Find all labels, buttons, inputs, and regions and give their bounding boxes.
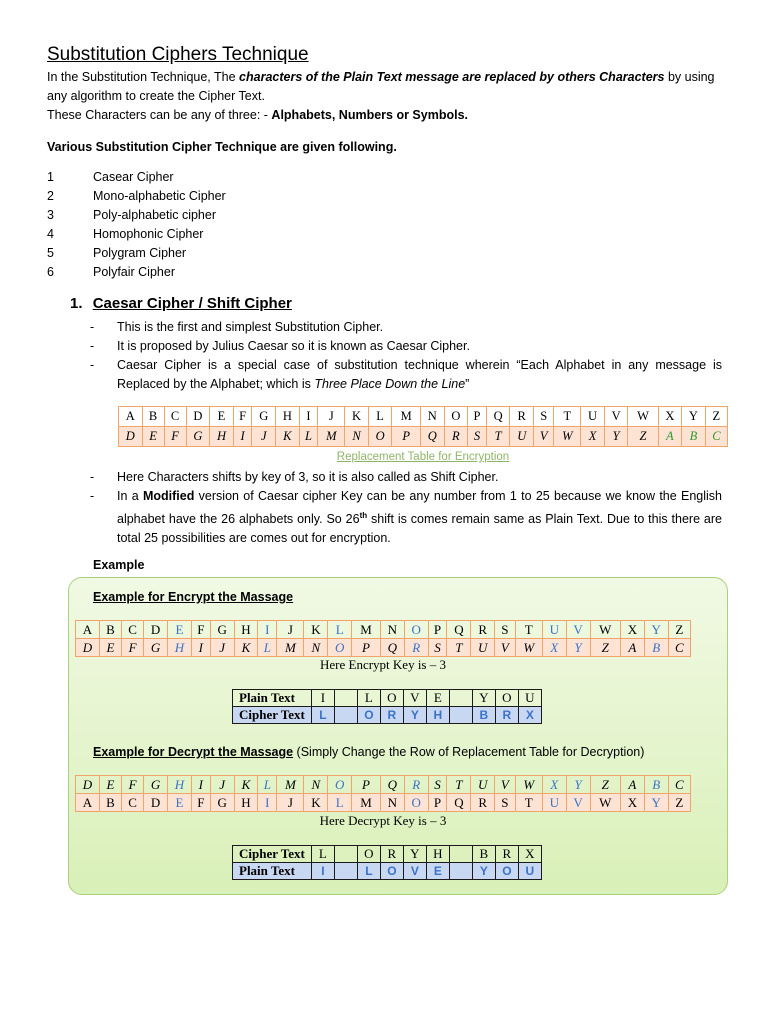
- technique-number: 6: [47, 265, 54, 279]
- letter-cell: H: [426, 846, 449, 863]
- letter-cell: N: [420, 407, 444, 427]
- letter-cell: V: [534, 427, 554, 447]
- letter-cell: R: [495, 846, 518, 863]
- letter-cell: I: [258, 621, 277, 639]
- letter-cell: A: [620, 776, 644, 794]
- letter-cell: O: [328, 639, 352, 657]
- decrypt-key: Here Decrypt Key is – 3: [319, 813, 447, 828]
- letter-cell: W: [590, 621, 620, 639]
- letter-cell: S: [428, 639, 447, 657]
- letter-cell: O: [404, 621, 428, 639]
- letter-cell: D: [76, 776, 100, 794]
- letter-cell: M: [352, 794, 381, 812]
- intro-line-2: any algorithm to create the Cipher Text.: [47, 89, 265, 103]
- letter-cell: F: [233, 407, 252, 427]
- letter-cell: I: [191, 639, 210, 657]
- encrypt-title: [93, 590, 293, 604]
- row-label: Plain Text: [233, 690, 312, 707]
- letter-cell: V: [566, 621, 590, 639]
- letter-cell: U: [510, 427, 534, 447]
- letter-cell: H: [426, 707, 449, 724]
- letter-cell: H: [234, 794, 258, 812]
- letter-cell: E: [142, 427, 164, 447]
- letter-cell: L: [311, 707, 334, 724]
- letter-cell: Y: [403, 846, 426, 863]
- intro-text: These Characters can be any of three: -: [47, 108, 272, 122]
- decrypt-title-text: Example for Decrypt the Massage: [93, 745, 294, 759]
- letter-cell: Y: [644, 794, 668, 812]
- letter-cell: J: [318, 407, 345, 427]
- letter-cell: P: [392, 427, 421, 447]
- bullet-text-part: In a: [117, 489, 143, 503]
- letter-cell: M: [352, 621, 381, 639]
- letter-cell: N: [345, 427, 369, 447]
- row-label: Cipher Text: [233, 707, 312, 724]
- section-number: 1.: [70, 295, 83, 312]
- letter-cell: R: [404, 776, 428, 794]
- letter-cell: C: [705, 427, 727, 447]
- letter-cell: D: [144, 621, 168, 639]
- technique-number: 5: [47, 246, 54, 260]
- section-heading: [70, 295, 292, 312]
- intro-text: In the Substitution Technique, The: [47, 70, 240, 84]
- letter-cell: P: [468, 407, 487, 427]
- encrypt-example-table: [232, 689, 542, 724]
- letter-cell: W: [554, 427, 581, 447]
- replacement-table: [118, 406, 728, 447]
- letter-cell: E: [99, 639, 121, 657]
- letter-cell: C: [164, 407, 186, 427]
- letter-cell: O: [357, 707, 380, 724]
- superscript: th: [359, 511, 368, 520]
- letter-cell: E: [168, 794, 192, 812]
- letter-cell: L: [311, 846, 334, 863]
- intro-line-4: Various Substitution Cipher Technique are given following.: [47, 140, 397, 154]
- letter-cell: U: [518, 863, 541, 880]
- letter-cell: W: [515, 776, 542, 794]
- letter-cell: [449, 690, 472, 707]
- letter-cell: M: [277, 639, 304, 657]
- letter-cell: W: [628, 407, 658, 427]
- letter-cell: [449, 863, 472, 880]
- letter-cell: Q: [420, 427, 444, 447]
- letter-cell: I: [311, 690, 334, 707]
- letter-cell: T: [515, 621, 542, 639]
- bullet-text-part: ”: [465, 377, 470, 391]
- letter-cell: L: [328, 794, 352, 812]
- intro-types: Alphabets, Numbers or Symbols.: [271, 108, 468, 122]
- letter-cell: N: [380, 794, 404, 812]
- letter-cell: N: [304, 776, 328, 794]
- technique-name: Poly-alphabetic cipher: [93, 208, 216, 222]
- letter-cell: K: [234, 639, 258, 657]
- letter-cell: P: [428, 794, 447, 812]
- letter-cell: I: [233, 427, 252, 447]
- letter-cell: O: [357, 846, 380, 863]
- bullet-dash: -: [90, 320, 95, 334]
- bullet-text: [117, 356, 722, 394]
- letter-cell: Y: [682, 407, 706, 427]
- letter-cell: Z: [590, 776, 620, 794]
- technique-name: Casear Cipher: [93, 170, 174, 184]
- letter-cell: O: [328, 776, 352, 794]
- letter-cell: X: [620, 794, 644, 812]
- letter-cell: Z: [668, 794, 690, 812]
- letter-cell: O: [495, 863, 518, 880]
- letter-cell: [334, 846, 357, 863]
- intro-line-1: [47, 68, 727, 87]
- letter-cell: X: [542, 639, 566, 657]
- letter-cell: K: [304, 621, 328, 639]
- letter-cell: Q: [486, 407, 510, 427]
- letter-cell: L: [328, 621, 352, 639]
- encrypt-key: Here Encrypt Key is – 3: [320, 657, 446, 672]
- letter-cell: V: [566, 794, 590, 812]
- letter-cell: X: [620, 621, 644, 639]
- bullet-text: This is the first and simplest Substitution Cipher.: [117, 320, 384, 334]
- letter-cell: D: [76, 639, 100, 657]
- letter-cell: O: [380, 690, 403, 707]
- letter-cell: V: [403, 863, 426, 880]
- letter-cell: O: [444, 407, 468, 427]
- technique-number: 3: [47, 208, 54, 222]
- letter-cell: K: [304, 794, 328, 812]
- letter-cell: [449, 846, 472, 863]
- letter-cell: T: [447, 776, 471, 794]
- letter-cell: U: [471, 776, 495, 794]
- bullet-dash: -: [90, 358, 95, 372]
- letter-cell: Q: [380, 639, 404, 657]
- letter-cell: A: [76, 794, 100, 812]
- row-label: Plain Text: [233, 863, 312, 880]
- intro-text-end: by using: [664, 70, 715, 84]
- letter-cell: L: [258, 776, 277, 794]
- letter-cell: Y: [644, 621, 668, 639]
- letter-cell: O: [380, 863, 403, 880]
- letter-cell: Z: [705, 407, 727, 427]
- letter-cell: A: [620, 639, 644, 657]
- technique-name: Polygram Cipher: [93, 246, 187, 260]
- bullet-dash: -: [90, 489, 95, 503]
- letter-cell: A: [658, 427, 682, 447]
- letter-cell: R: [510, 407, 534, 427]
- letter-cell: Z: [590, 639, 620, 657]
- letter-cell: G: [210, 621, 234, 639]
- letter-cell: F: [122, 639, 144, 657]
- letter-cell: E: [168, 621, 192, 639]
- letter-cell: P: [352, 776, 381, 794]
- letter-cell: Y: [566, 776, 590, 794]
- letter-cell: Y: [566, 639, 590, 657]
- page-title: Substitution Ciphers Technique: [47, 44, 309, 65]
- letter-cell: L: [368, 407, 392, 427]
- letter-cell: Z: [628, 427, 658, 447]
- letter-cell: Y: [472, 863, 495, 880]
- encrypt-table: [75, 620, 691, 657]
- letter-cell: M: [318, 427, 345, 447]
- letter-cell: Q: [447, 794, 471, 812]
- letter-cell: [334, 707, 357, 724]
- letter-cell: G: [144, 639, 168, 657]
- decrypt-example-table: [232, 845, 542, 880]
- letter-cell: D: [119, 427, 143, 447]
- letter-cell: V: [495, 639, 516, 657]
- letter-cell: A: [76, 621, 100, 639]
- letter-cell: S: [468, 427, 487, 447]
- letter-cell: I: [191, 776, 210, 794]
- letter-cell: [334, 690, 357, 707]
- letter-cell: B: [644, 639, 668, 657]
- letter-cell: R: [471, 794, 495, 812]
- letter-cell: R: [380, 846, 403, 863]
- letter-cell: Y: [472, 690, 495, 707]
- letter-cell: B: [644, 776, 668, 794]
- letter-cell: Z: [668, 621, 690, 639]
- letter-cell: N: [380, 621, 404, 639]
- letter-cell: I: [299, 407, 318, 427]
- letter-cell: B: [472, 707, 495, 724]
- letter-cell: V: [604, 407, 628, 427]
- letter-cell: C: [668, 639, 690, 657]
- letter-cell: X: [581, 427, 605, 447]
- letter-cell: V: [403, 690, 426, 707]
- letter-cell: R: [495, 707, 518, 724]
- letter-cell: S: [534, 407, 554, 427]
- letter-cell: B: [99, 621, 121, 639]
- letter-cell: I: [258, 794, 277, 812]
- letter-cell: P: [352, 639, 381, 657]
- replacement-table-caption: Replacement Table for Encryption: [336, 451, 510, 463]
- letter-cell: U: [542, 621, 566, 639]
- letter-cell: E: [426, 690, 449, 707]
- intro-line-3: [47, 106, 468, 125]
- letter-cell: K: [234, 776, 258, 794]
- decrypt-title: [93, 745, 644, 759]
- letter-cell: B: [682, 427, 706, 447]
- letter-cell: E: [210, 407, 234, 427]
- bullet-text-part: version of Caesar cipher Key can be any number from 1 to 25 because we know the English alphabet have the 26 alphabets only. So 26: [117, 489, 723, 527]
- letter-cell: H: [234, 621, 258, 639]
- letter-cell: E: [99, 776, 121, 794]
- letter-cell: S: [495, 621, 516, 639]
- letter-cell: A: [119, 407, 143, 427]
- letter-cell: X: [518, 846, 541, 863]
- bullet-text: It is proposed by Julius Caesar so it is known as Caesar Cipher.: [117, 339, 470, 353]
- letter-cell: L: [299, 427, 318, 447]
- letter-cell: V: [495, 776, 516, 794]
- intro-emphasis: characters of the Plain Text message are replaced by others Characters: [239, 70, 665, 84]
- letter-cell: F: [191, 621, 210, 639]
- technique-name: Homophonic Cipher: [93, 227, 204, 241]
- letter-cell: E: [426, 863, 449, 880]
- letter-cell: H: [276, 407, 300, 427]
- letter-cell: M: [277, 776, 304, 794]
- bullet-text-part: shift is comes remain same as Plain Text. Due to this there are total 25 possibilities are comes out for encryption.: [117, 512, 722, 546]
- technique-name: Polyfair Cipher: [93, 265, 175, 279]
- letter-cell: J: [277, 621, 304, 639]
- bullet-emphasis: Modified: [142, 489, 195, 503]
- letter-cell: Q: [380, 776, 404, 794]
- letter-cell: M: [392, 407, 421, 427]
- letter-cell: W: [515, 639, 542, 657]
- letter-cell: C: [122, 621, 144, 639]
- letter-cell: R: [444, 427, 468, 447]
- letter-cell: S: [428, 776, 447, 794]
- letter-cell: P: [428, 621, 447, 639]
- row-label: Cipher Text: [233, 846, 312, 863]
- letter-cell: Y: [604, 427, 628, 447]
- letter-cell: L: [357, 690, 380, 707]
- letter-cell: O: [495, 690, 518, 707]
- letter-cell: O: [404, 794, 428, 812]
- letter-cell: [334, 863, 357, 880]
- letter-cell: Y: [403, 707, 426, 724]
- letter-cell: X: [518, 707, 541, 724]
- letter-cell: D: [144, 794, 168, 812]
- letter-cell: F: [191, 794, 210, 812]
- letter-cell: G: [186, 427, 210, 447]
- letter-cell: W: [590, 794, 620, 812]
- encrypt-title-text: Example for Encrypt the Massage: [93, 590, 294, 604]
- letter-cell: T: [554, 407, 581, 427]
- letter-cell: J: [210, 776, 234, 794]
- letter-cell: K: [345, 407, 369, 427]
- letter-cell: I: [311, 863, 334, 880]
- letter-cell: D: [186, 407, 210, 427]
- letter-cell: T: [515, 794, 542, 812]
- section-title: Caesar Cipher / Shift Cipher: [92, 295, 292, 312]
- letter-cell: S: [495, 794, 516, 812]
- example-label: Example: [93, 558, 145, 572]
- letter-cell: R: [404, 639, 428, 657]
- letter-cell: H: [168, 776, 192, 794]
- letter-cell: T: [486, 427, 510, 447]
- letter-cell: R: [380, 707, 403, 724]
- letter-cell: Q: [447, 621, 471, 639]
- bullet-dash: -: [90, 470, 95, 484]
- letter-cell: H: [210, 427, 234, 447]
- letter-cell: B: [472, 846, 495, 863]
- letter-cell: U: [581, 407, 605, 427]
- letter-cell: F: [122, 776, 144, 794]
- letter-cell: G: [144, 776, 168, 794]
- letter-cell: N: [304, 639, 328, 657]
- letter-cell: C: [122, 794, 144, 812]
- technique-number: 2: [47, 189, 54, 203]
- letter-cell: G: [252, 407, 276, 427]
- bullet-text: [117, 487, 722, 548]
- letter-cell: U: [471, 639, 495, 657]
- letter-cell: T: [447, 639, 471, 657]
- letter-cell: J: [210, 639, 234, 657]
- letter-cell: L: [258, 639, 277, 657]
- bullet-emphasis: Three Place Down the Line: [314, 377, 466, 391]
- letter-cell: X: [658, 407, 682, 427]
- letter-cell: K: [276, 427, 300, 447]
- decrypt-table: [75, 775, 691, 812]
- letter-cell: X: [542, 776, 566, 794]
- letter-cell: J: [252, 427, 276, 447]
- letter-cell: B: [99, 794, 121, 812]
- letter-cell: O: [368, 427, 392, 447]
- letter-cell: [449, 707, 472, 724]
- letter-cell: U: [518, 690, 541, 707]
- letter-cell: R: [471, 621, 495, 639]
- technique-number: 4: [47, 227, 54, 241]
- technique-name: Mono-alphabetic Cipher: [93, 189, 226, 203]
- letter-cell: G: [210, 794, 234, 812]
- letter-cell: U: [542, 794, 566, 812]
- decrypt-note: (Simply Change the Row of Replacement Table for Decryption): [293, 745, 645, 759]
- letter-cell: B: [142, 407, 164, 427]
- letter-cell: H: [168, 639, 192, 657]
- letter-cell: J: [277, 794, 304, 812]
- bullet-text: Here Characters shifts by key of 3, so it is also called as Shift Cipher.: [117, 470, 499, 484]
- letter-cell: F: [164, 427, 186, 447]
- letter-cell: C: [668, 776, 690, 794]
- letter-cell: L: [357, 863, 380, 880]
- bullet-dash: -: [90, 339, 95, 353]
- technique-number: 1: [47, 170, 54, 184]
- bullet-text-part: Caesar Cipher is a special case of substitution technique wherein “Each Alphabet in any message is Replaced by the Alphabet; which is: [117, 358, 722, 391]
